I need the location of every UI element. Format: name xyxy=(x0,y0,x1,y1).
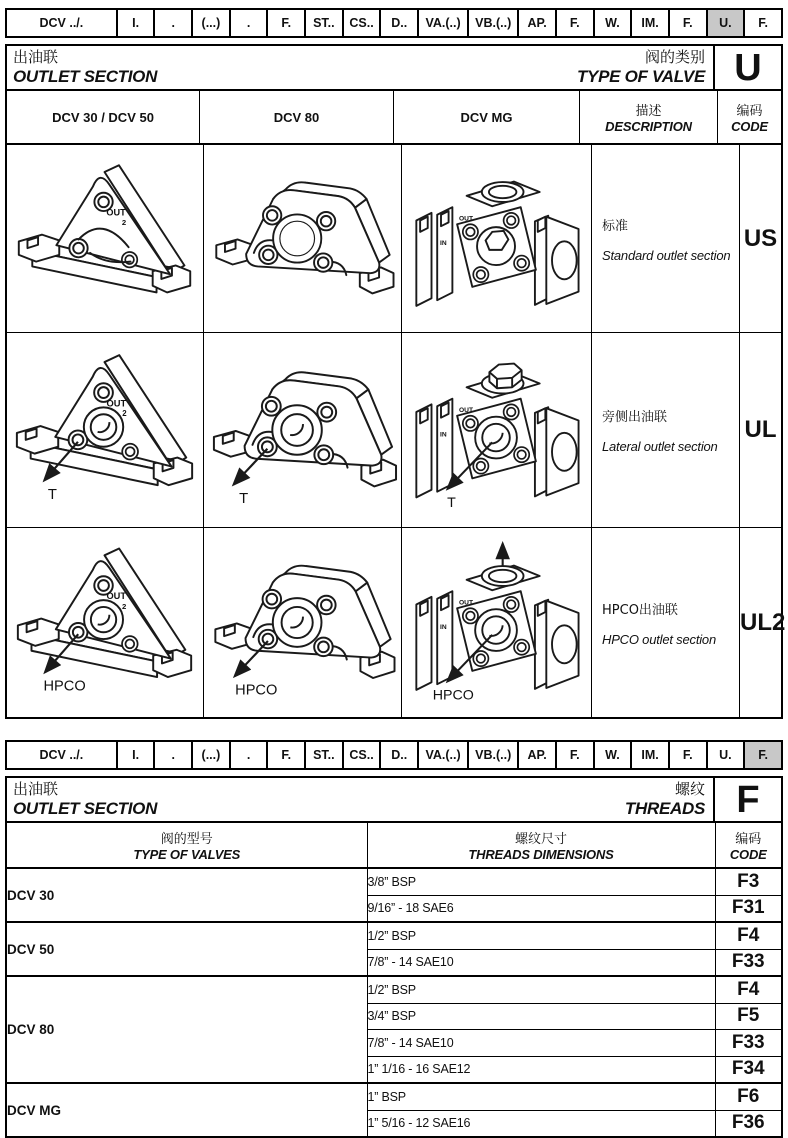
out-port-marking: OUT xyxy=(106,207,126,218)
table-row xyxy=(7,145,781,333)
section-code-letter: F xyxy=(713,778,781,821)
drawing-dcv3050-standard xyxy=(7,145,203,332)
code-segment: F. xyxy=(555,742,593,768)
code-cell: US xyxy=(739,145,781,332)
table-row xyxy=(7,1083,781,1110)
threads-table xyxy=(7,823,781,1136)
mg-out-marking: OUT xyxy=(459,215,474,223)
code-segment: F. xyxy=(266,742,304,768)
code-segment: IM. xyxy=(630,742,668,768)
svg-text:OUT: OUT xyxy=(459,406,474,414)
code-segment: . xyxy=(229,742,267,768)
code-segment: IM. xyxy=(630,10,668,36)
code-segment: D.. xyxy=(379,742,417,768)
svg-text:2: 2 xyxy=(122,601,127,611)
drawing-dcv3050-hpco xyxy=(7,528,203,717)
table-row xyxy=(7,976,781,1003)
port-label: T xyxy=(47,486,57,503)
description-cell: HPCO出油联 HPCO outlet section xyxy=(591,528,739,717)
thread-dim-cell: 9/16” - 18 SAE6 xyxy=(367,895,715,922)
valve-type-cell: DCV 30 xyxy=(7,887,55,903)
col-header-dcv3050: DCV 30 / DCV 50 xyxy=(52,109,154,125)
drawing-dcv80-standard xyxy=(203,145,401,332)
valve-type-cell: DCV 50 xyxy=(7,922,367,976)
thread-dim-cell: 1/2” BSP xyxy=(367,976,715,1003)
code-cell: UL xyxy=(739,333,781,527)
threads-zh: 螺纹 xyxy=(674,780,705,798)
code-segment: CS.. xyxy=(342,742,380,768)
outlet-section-threads-table xyxy=(5,776,783,1138)
category-en: TYPE OF VALVE xyxy=(576,66,705,86)
port-label: HPCO xyxy=(432,687,474,704)
code-cell: F34 xyxy=(715,1056,781,1083)
code-cell: F31 xyxy=(715,895,781,922)
title-en: OUTLET SECTION xyxy=(13,66,158,86)
description-cell: 标准 Standard outlet section xyxy=(591,145,739,332)
code-segment: F. xyxy=(668,10,706,36)
drawing-dcvmg-hpco xyxy=(401,528,591,717)
model-code-strip-top xyxy=(5,8,783,38)
thread-dim-cell: 1” BSP xyxy=(367,1083,715,1110)
code-cell: F3 xyxy=(715,868,781,895)
column-headers xyxy=(7,91,781,145)
code-segment: I. xyxy=(116,10,154,36)
code-segment: I. xyxy=(116,742,154,768)
code-segment-dcv: DCV ../. xyxy=(39,16,84,30)
port-label: HPCO xyxy=(43,678,86,695)
code-segment: F. xyxy=(668,742,706,768)
svg-text:OUT: OUT xyxy=(459,599,474,607)
title-zh: 出油联 xyxy=(13,780,59,798)
valve-type-cell: DCV 80 xyxy=(7,976,367,1083)
threads-table-header xyxy=(7,823,781,868)
section-code-letter: U xyxy=(713,46,781,89)
table-row xyxy=(7,868,781,895)
thread-dim-cell: 1” 1/16 - 16 SAE12 xyxy=(367,1056,715,1083)
thread-dim-cell: 1” 5/16 - 12 SAE16 xyxy=(367,1110,715,1136)
code-segment: . xyxy=(153,742,191,768)
code-segment-U-highlighted: U. xyxy=(706,10,744,36)
valve-type-cell: DCV MG xyxy=(7,1083,367,1136)
outlet-section-type-of-valve-table xyxy=(5,44,786,719)
svg-text:IN: IN xyxy=(440,431,447,439)
table-row xyxy=(7,333,781,528)
code-segment: (...) xyxy=(191,10,229,36)
col-header-threads-dimensions: 螺纹尺寸 THREADS DIMENSIONS xyxy=(367,823,715,868)
table-title-bar xyxy=(7,778,781,823)
drawing-dcv80-hpco xyxy=(203,528,401,717)
threads-en: THREADS xyxy=(624,798,705,818)
code-segment-dcv: DCV ../. xyxy=(39,748,84,762)
drawing-dcv80-lateral xyxy=(203,333,401,527)
code-segment: VB.(..) xyxy=(467,10,517,36)
code-cell: F36 xyxy=(715,1110,781,1136)
code-cell: F5 xyxy=(715,1003,781,1030)
port-label: T xyxy=(239,491,249,508)
code-segment: AP. xyxy=(517,10,555,36)
code-segment: . xyxy=(229,10,267,36)
code-segment: W. xyxy=(593,10,631,36)
svg-text:OUT: OUT xyxy=(106,591,126,602)
port-label: T xyxy=(447,494,456,511)
col-header-code: 编码 CODE xyxy=(715,823,781,868)
code-segment: D.. xyxy=(379,10,417,36)
code-segment: AP. xyxy=(517,742,555,768)
drawing-dcvmg-lateral xyxy=(401,333,591,527)
code-segment-F-highlighted: F. xyxy=(743,742,781,768)
drawing-dcv3050-lateral xyxy=(7,333,203,527)
thread-dim-cell: 7/8” - 14 SAE10 xyxy=(367,949,715,976)
code-cell: F33 xyxy=(715,1030,781,1057)
code-segment: W. xyxy=(593,742,631,768)
port-label: HPCO xyxy=(235,682,278,699)
col-header-description: 描述 DESCRIPTION xyxy=(579,91,717,143)
svg-text:IN: IN xyxy=(440,624,447,632)
code-cell: F4 xyxy=(715,976,781,1003)
col-header-dcv80: DCV 80 xyxy=(199,91,393,143)
thread-dim-cell: 3/8” BSP xyxy=(367,868,715,895)
code-cell: F33 xyxy=(715,949,781,976)
thread-dim-cell: 3/4” BSP xyxy=(367,1003,715,1030)
code-segment: . xyxy=(153,10,191,36)
code-cell: UL2 xyxy=(739,528,785,717)
code-cell: F6 xyxy=(715,1083,781,1110)
code-segment: VA.(..) xyxy=(417,10,467,36)
thread-dim-cell: 7/8” - 14 SAE10 xyxy=(367,1030,715,1057)
code-segment: F. xyxy=(743,10,781,36)
out-port-number: 2 xyxy=(121,218,127,228)
thread-dim-cell: 1/2” BSP xyxy=(367,922,715,949)
category-zh: 阀的类别 xyxy=(644,48,705,66)
description-cell: 旁侧出油联 Lateral outlet section xyxy=(591,333,739,527)
code-segment: ST.. xyxy=(304,742,342,768)
code-segment: VB.(..) xyxy=(467,742,517,768)
code-segment: ST.. xyxy=(304,10,342,36)
title-en: OUTLET SECTION xyxy=(13,798,158,818)
model-code-strip-bottom xyxy=(5,740,783,770)
code-segment: (...) xyxy=(191,742,229,768)
col-header-type-of-valves: 阀的型号 TYPE OF VALVES xyxy=(7,823,367,868)
code-cell: F4 xyxy=(715,922,781,949)
col-header-code: 编码 CODE xyxy=(717,91,781,143)
title-zh: 出油联 xyxy=(13,48,59,66)
code-segment: CS.. xyxy=(342,10,380,36)
table-row xyxy=(7,528,786,717)
mg-in-marking: IN xyxy=(440,240,447,248)
svg-text:2: 2 xyxy=(122,409,127,419)
svg-text:OUT: OUT xyxy=(106,398,127,409)
table-row xyxy=(7,922,781,949)
code-segment: VA.(..) xyxy=(417,742,467,768)
code-segment: U. xyxy=(706,742,744,768)
drawing-dcvmg-standard xyxy=(401,145,591,332)
code-segment: F. xyxy=(266,10,304,36)
code-segment: F. xyxy=(555,10,593,36)
col-header-dcvmg: DCV MG xyxy=(393,91,579,143)
table-title-bar xyxy=(7,46,781,91)
